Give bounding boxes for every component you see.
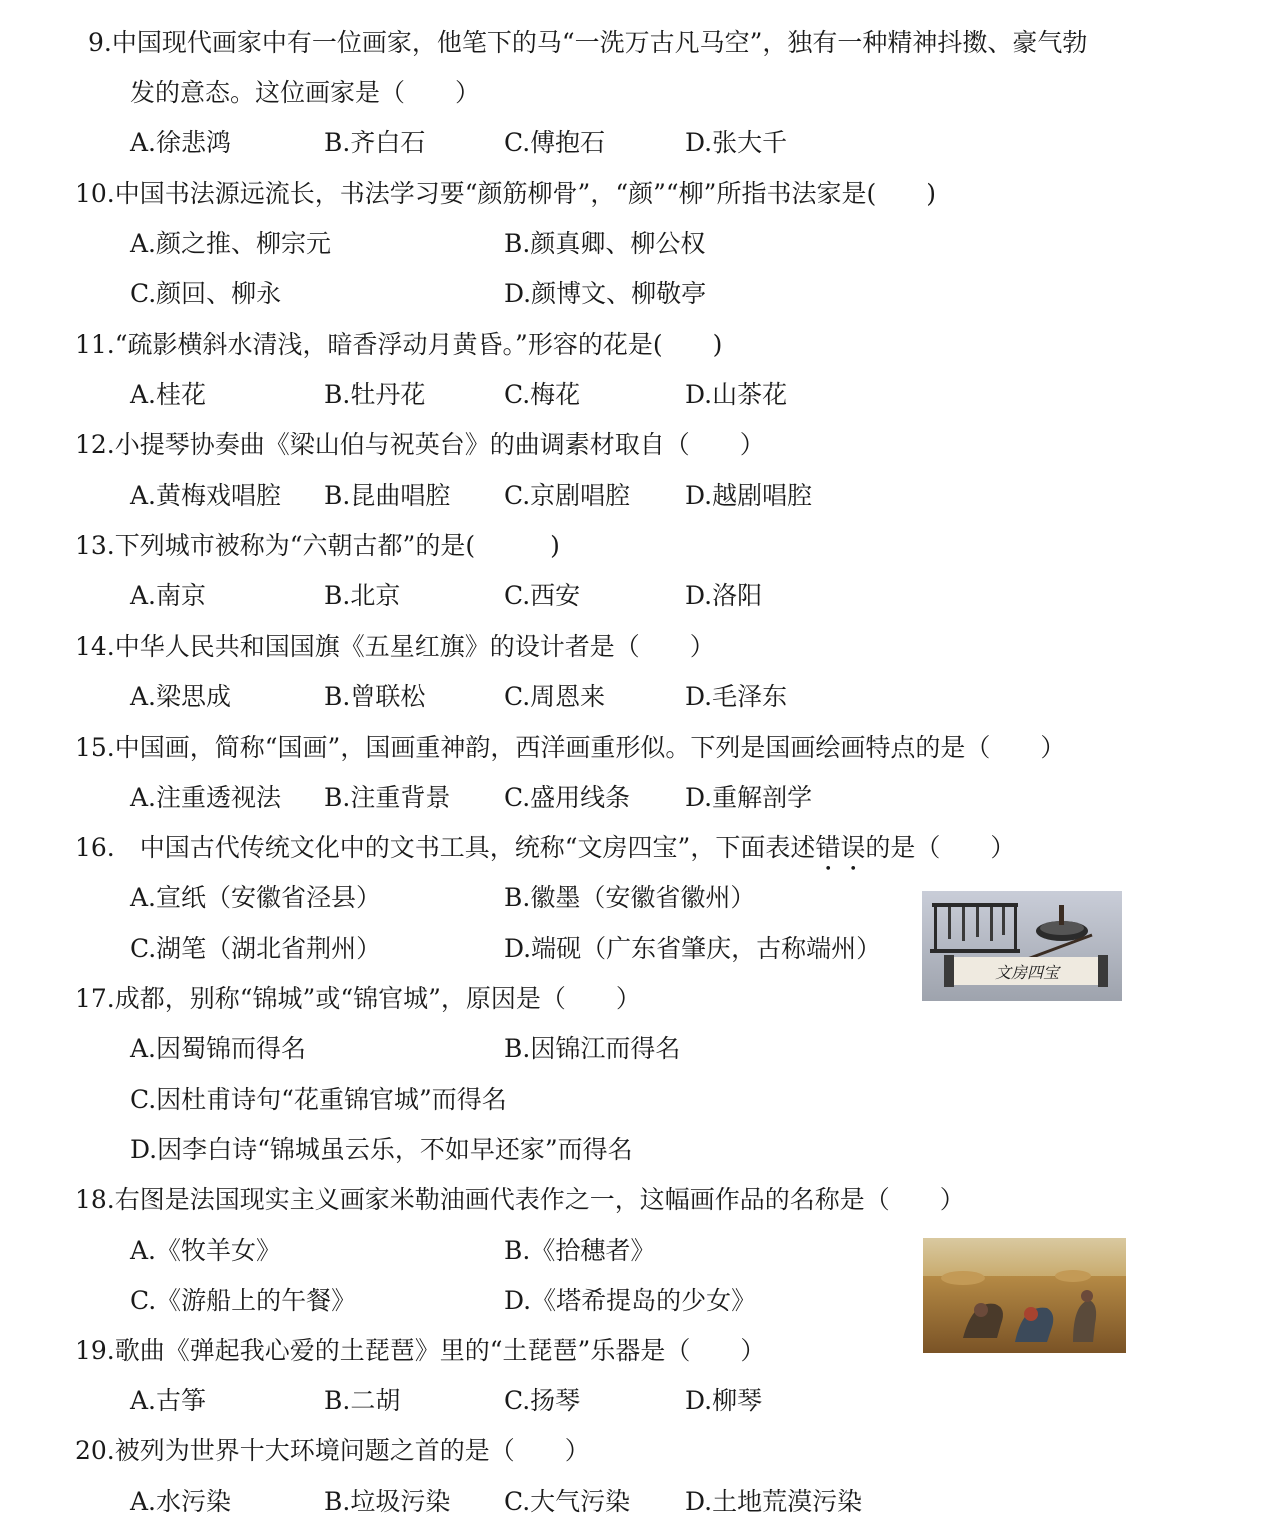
question-16-option-b: B.徽墨（安徽省徽州）: [504, 883, 756, 912]
question-14-stem: 14.中华人民共和国国旗《五星红旗》的设计者是（ ）: [75, 632, 715, 661]
question-17-option-a: A.因蜀锦而得名: [130, 1034, 307, 1063]
question-16-stem-pre: 16. 中国古代传统文化中的文书工具，统称“文房四宝”，下面表述: [75, 833, 816, 862]
question-20-option-b: B.垃圾污染: [324, 1487, 451, 1516]
question-10-option-c: C.颜回、柳永: [130, 279, 282, 308]
question-9-stem-line2: 发的意态。这位画家是（ ）: [130, 78, 481, 107]
question-16-stem-emphasis: 错误: [815, 833, 866, 862]
question-13-stem: 13.下列城市被称为“六朝古都”的是( ): [75, 531, 560, 560]
question-15-option-b: B.注重背景: [324, 783, 451, 812]
question-20-option-c: C.大气污染: [504, 1487, 631, 1516]
question-19-option-c: C.扬琴: [504, 1386, 581, 1415]
gleaners-illustration: [923, 1238, 1126, 1353]
question-17-stem: 17.成都，别称“锦城”或“锦官城”，原因是（ ）: [75, 984, 641, 1013]
question-17-option-b: B.因锦江而得名: [504, 1034, 681, 1063]
question-17-option-c: C.因杜甫诗句“花重锦官城”而得名: [130, 1085, 507, 1114]
question-9-option-c: C.傅抱石: [504, 128, 606, 157]
question-16-option-c: C.湖笔（湖北省荆州）: [130, 934, 382, 963]
question-16-stem: [75, 833, 1015, 863]
question-12-stem: 12.小提琴协奏曲《梁山伯与祝英台》的曲调素材取自（ ）: [75, 430, 765, 459]
question-11-option-b: B.牡丹花: [324, 380, 426, 409]
question-14-option-c: C.周恩来: [504, 682, 606, 711]
question-11-stem: 11.“疏影横斜水清浅，暗香浮动月黄昏。”形容的花是( ): [75, 330, 723, 359]
question-20-option-a: A.水污染: [130, 1487, 232, 1516]
question-15-option-a: A.注重透视法: [130, 783, 282, 812]
question-11-option-a: A.桂花: [130, 380, 207, 409]
gleaners-painting: [923, 1238, 1126, 1353]
question-15-stem: 15.中国画，简称“国画”，国画重神韵，西洋画重形似。下列是国画绘画特点的是（ ）: [75, 733, 1066, 762]
study-tools-illustration: [922, 891, 1122, 1001]
question-16-stem-post: 的是（ ）: [865, 833, 1016, 862]
question-12-option-a: A.黄梅戏唱腔: [130, 481, 282, 510]
question-15-option-c: C.盛用线条: [504, 783, 631, 812]
question-19-stem: 19.歌曲《弹起我心爱的土琵琶》里的“土琵琶”乐器是（ ）: [75, 1336, 766, 1365]
question-13-option-c: C.西安: [504, 581, 581, 610]
question-14-option-d: D.毛泽东: [685, 682, 788, 711]
question-16-option-a: A.宣纸（安徽省泾县）: [130, 883, 382, 912]
question-10-option-b: B.颜真卿、柳公权: [504, 229, 706, 258]
question-16-option-d: D.端砚（广东省肇庆，古称端州）: [504, 934, 882, 963]
question-9-option-a: A.徐悲鸿: [130, 128, 232, 157]
question-19-option-a: A.古筝: [130, 1386, 207, 1415]
question-14-option-a: A.梁思成: [130, 682, 232, 711]
question-12-option-d: D.越剧唱腔: [685, 481, 813, 510]
question-13-option-d: D.洛阳: [685, 581, 763, 610]
question-9-option-b: B.齐白石: [324, 128, 426, 157]
question-9-stem-line1: 9.中国现代画家中有一位画家，他笔下的马“一洗万古凡马空”，独有一种精神抖擞、豪气勃: [88, 28, 1088, 57]
question-10-option-a: A.颜之推、柳宗元: [130, 229, 332, 258]
question-11-option-d: D.山茶花: [685, 380, 788, 409]
study-tools-caption: 文房四宝: [994, 963, 1060, 982]
question-11-option-c: C.梅花: [504, 380, 581, 409]
question-10-stem: 10.中国书法源远流长，书法学习要“颜筋柳骨”，“颜”“柳”所指书法家是( ): [75, 179, 936, 208]
question-19-option-b: B.二胡: [324, 1386, 401, 1415]
question-20-option-d: D.土地荒漠污染: [685, 1487, 863, 1516]
question-17-option-d: D.因李白诗“锦城虽云乐，不如早还家”而得名: [130, 1135, 633, 1164]
question-18-option-a: A.《牧羊女》: [130, 1236, 282, 1265]
question-10-option-d: D.颜博文、柳敬亭: [504, 279, 707, 308]
question-20-stem: 20.被列为世界十大环境问题之首的是（ ）: [75, 1436, 590, 1465]
question-12-option-c: C.京剧唱腔: [504, 481, 631, 510]
study-tools-picture: [922, 891, 1122, 1001]
question-13-option-a: A.南京: [130, 581, 207, 610]
question-9-option-d: D.张大千: [685, 128, 788, 157]
question-15-option-d: D.重解剖学: [685, 783, 813, 812]
question-18-option-b: B.《拾穗者》: [504, 1236, 656, 1265]
question-18-option-d: D.《塔希提岛的少女》: [504, 1286, 757, 1315]
question-18-stem: 18.右图是法国现实主义画家米勒油画代表作之一，这幅画作品的名称是（ ）: [75, 1185, 965, 1214]
question-18-option-c: C.《游船上的午餐》: [130, 1286, 357, 1315]
question-19-option-d: D.柳琴: [685, 1386, 763, 1415]
question-14-option-b: B.曾联松: [324, 682, 426, 711]
question-12-option-b: B.昆曲唱腔: [324, 481, 451, 510]
question-13-option-b: B.北京: [324, 581, 401, 610]
